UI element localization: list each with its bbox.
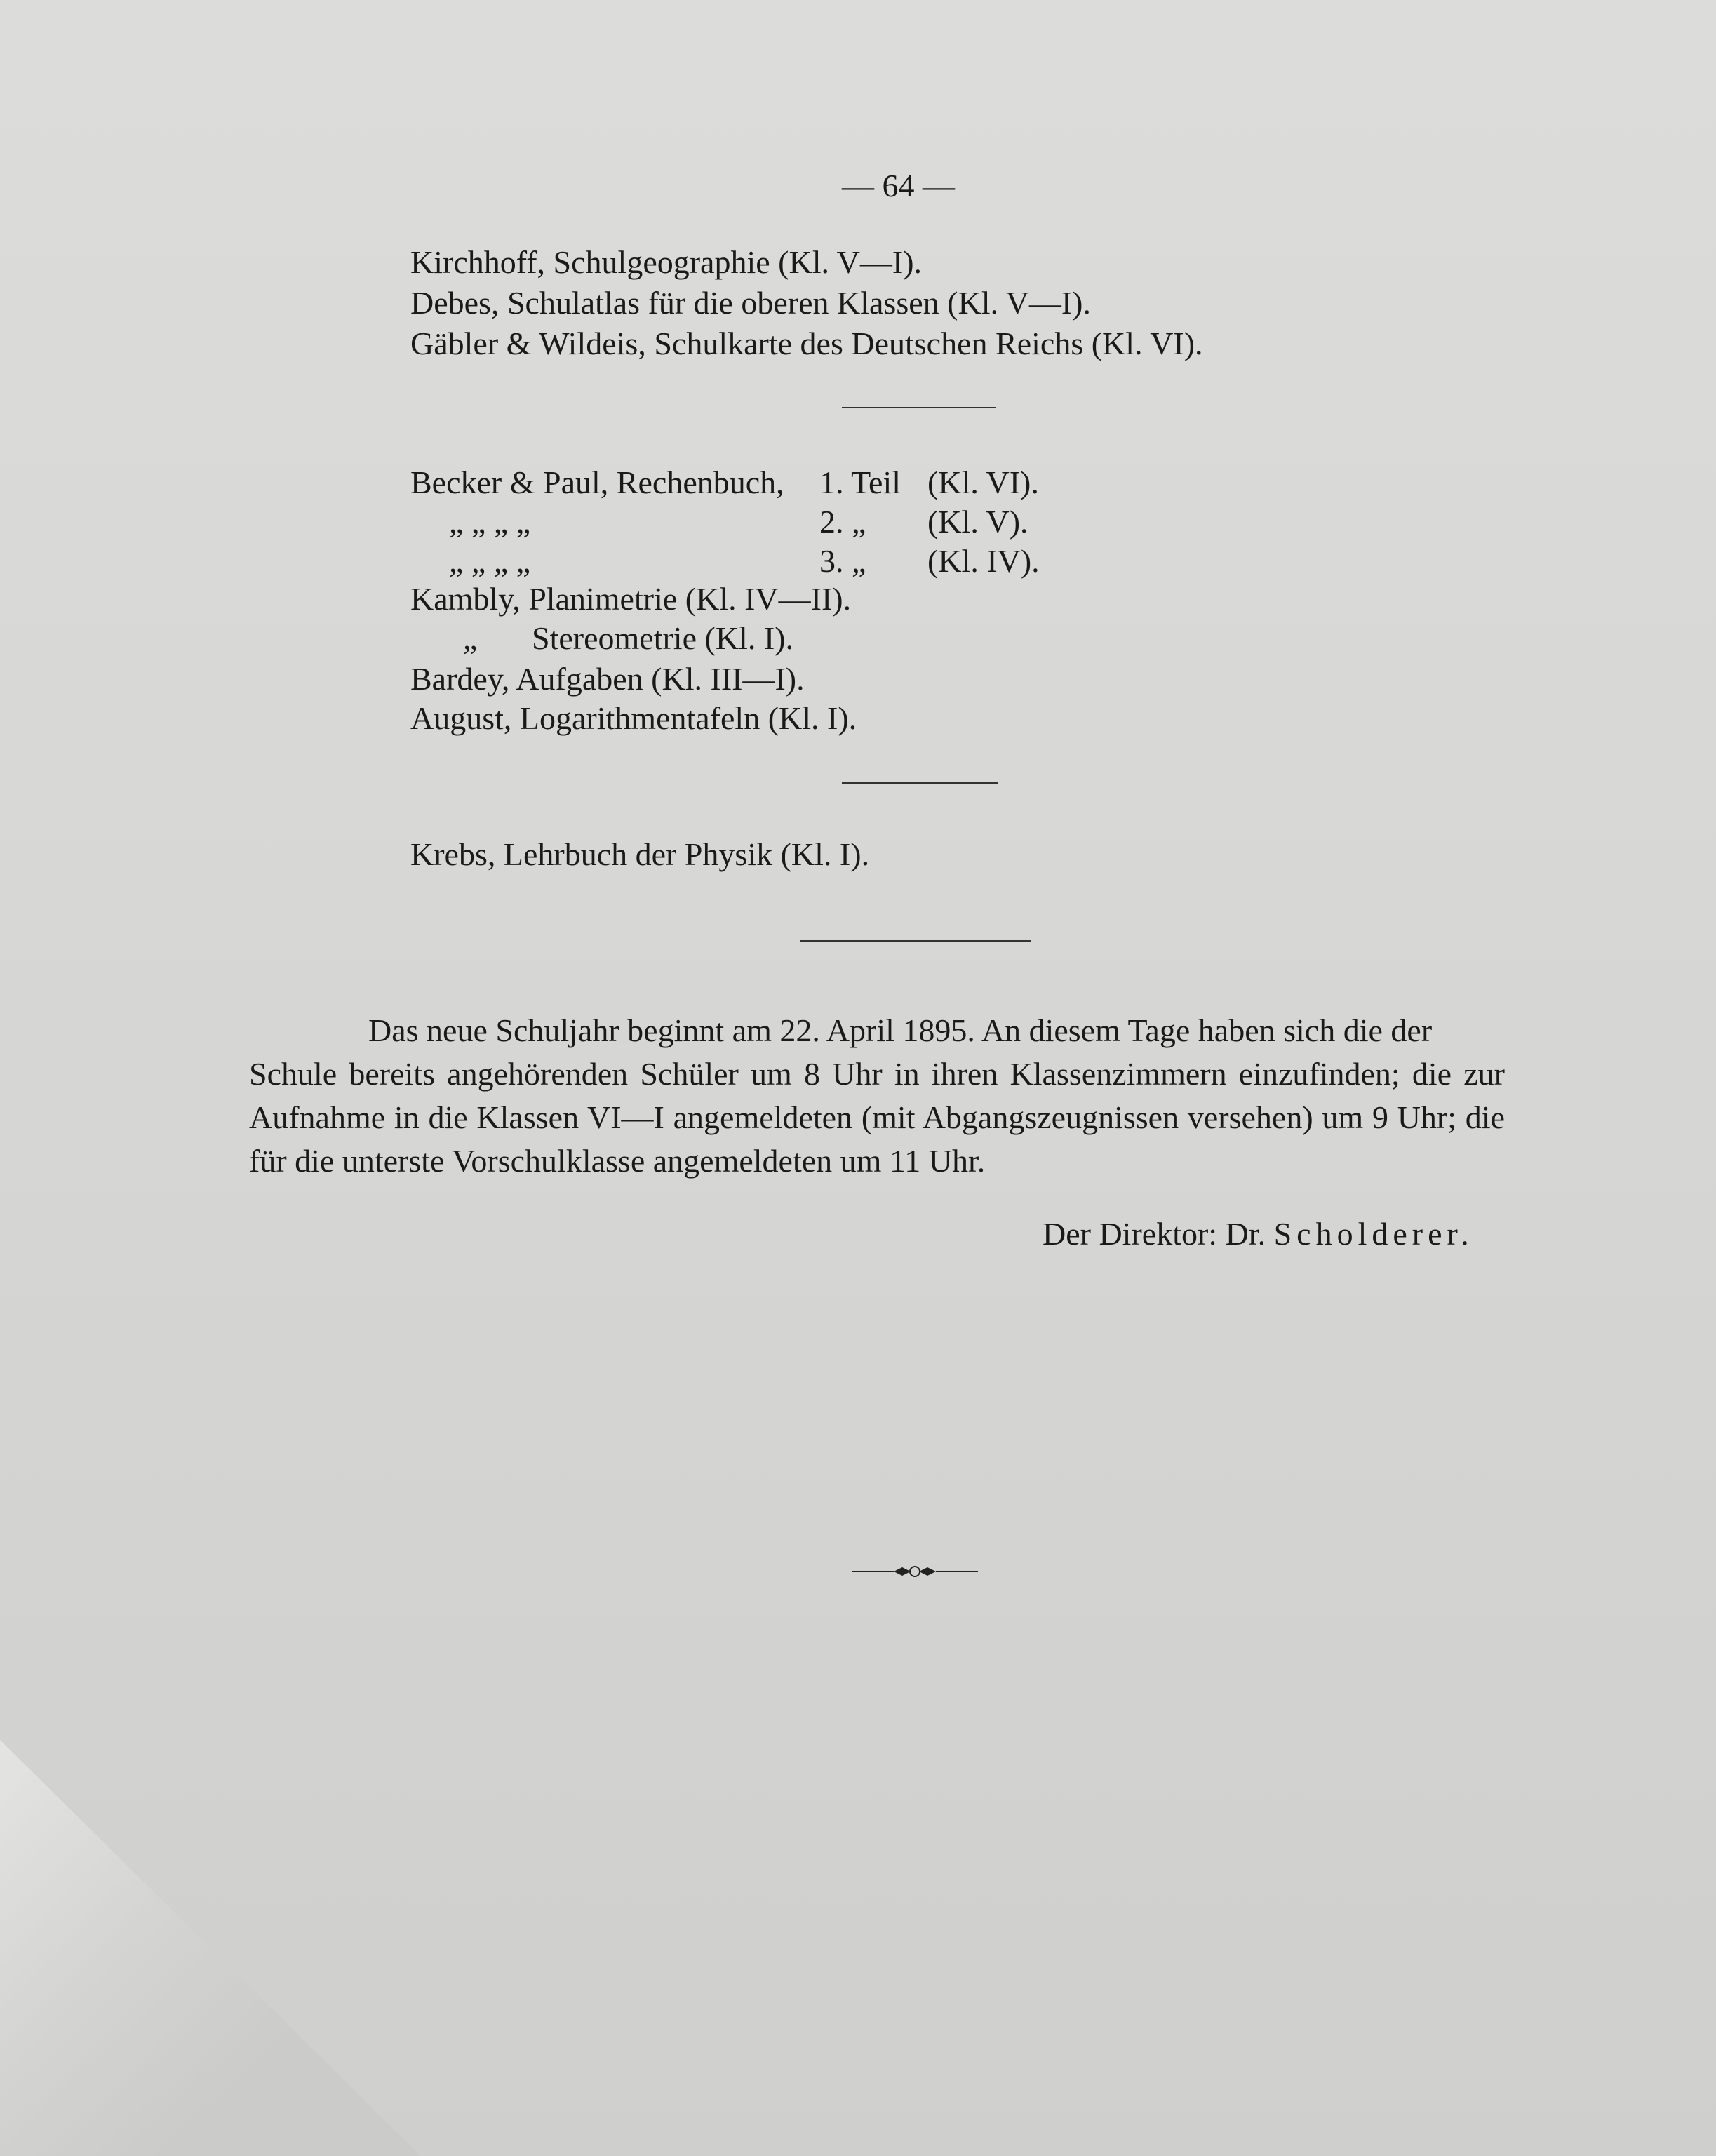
ditto-marks: „ (463, 620, 478, 656)
book-part: 1. Teil (819, 464, 901, 500)
signature (1043, 1215, 1474, 1252)
book-entry: Krebs, Lehrbuch der Physik (Kl. I). (410, 836, 870, 872)
school-year-notice (249, 1009, 1505, 1183)
page-fold-shadow (0, 1740, 421, 2156)
ditto-marks: „ „ „ „ (449, 504, 531, 540)
book-entry: Gäbler & Wildeis, Schulkarte des Deutschen Reichs (Kl. VI). (410, 326, 1203, 361)
book-class: (Kl. VI). (927, 464, 1039, 500)
section-divider (842, 407, 996, 408)
book-part: 3. „ (819, 543, 866, 579)
book-entry: Debes, Schulatlas für die oberen Klassen (Kl. V—I). (410, 285, 1091, 321)
end-ornament-icon (852, 1563, 978, 1586)
signature-name: Scholderer. (1273, 1216, 1474, 1252)
ditto-marks: „ „ „ „ (449, 543, 531, 579)
book-entry: Becker & Paul, Rechenbuch, (410, 464, 784, 500)
notice-first-line: Das neue Schuljahr beginnt am 22. April 1895. An diesem Tage haben sich die der (368, 1012, 1433, 1048)
book-entry: August, Logarithmentafeln (Kl. I). (410, 700, 857, 736)
section-divider (800, 940, 1031, 942)
book-entry: Stereometrie (Kl. I). (532, 620, 793, 656)
book-class: (Kl. IV). (927, 543, 1040, 579)
signature-prefix: Der Direktor: Dr. (1043, 1216, 1266, 1252)
section-divider (842, 782, 998, 784)
book-entry: Bardey, Aufgaben (Kl. III—I). (410, 661, 805, 697)
book-part: 2. „ (819, 504, 866, 540)
page-number: — 64 — (842, 168, 955, 203)
book-entry: Kambly, Planimetrie (Kl. IV—II). (410, 581, 852, 617)
notice-body: Schule bereits angehörenden Schüler um 8 Uhr in ihren Klassenzimmern einzufinden; die zur Aufnahme in die Klassen VI—I angemeldeten (mit Abgangszeugnissen versehen) um 9 Uhr; die für die unterste Vorschulklasse angemeldeten um 11 Uhr. (249, 1056, 1505, 1179)
book-class: (Kl. V). (927, 504, 1028, 540)
book-entry: Kirchhoff, Schulgeographie (Kl. V—I). (410, 244, 923, 280)
